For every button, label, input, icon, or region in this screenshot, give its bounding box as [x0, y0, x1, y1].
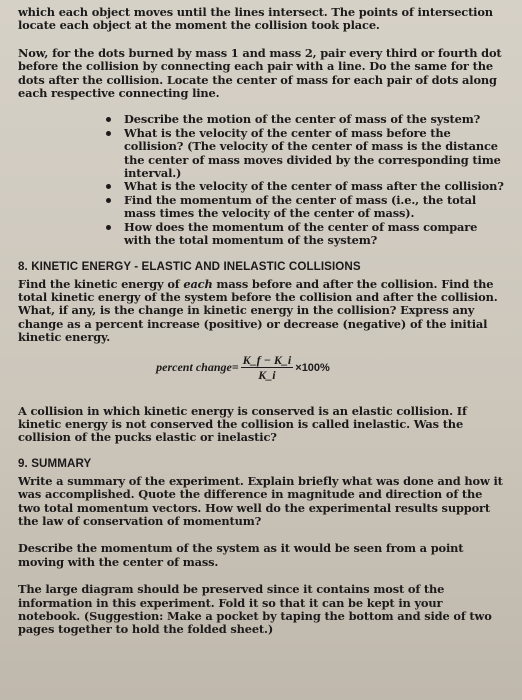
intro-paragraph-2: Now, for the dots burned by mass 1 and mass 2, pair every third or fourth dot before the collision by connecting each pair with a line. Do the same for the dots after the collision. Locate the center of mass for each pair of dots along each respective connecting line.	[18, 45, 502, 101]
list-item: What is the velocity of the center of mass before the collision? (The velocity of the center of mass is the distance the center of mass moves divided by the corresponding time interval.)	[106, 127, 508, 181]
emphasis-each: each	[183, 276, 213, 291]
section-9-heading: 9. SUMMARY	[18, 456, 92, 470]
questions-list	[18, 113, 508, 247]
section-8-paragraph-2: A collision in which kinetic energy is conserved is an elastic collision. If kinetic energy is not conserved the collision is called inelastic. Was the collision of the pucks elastic or inelastic?	[18, 403, 467, 445]
formula-equals: =	[231, 360, 239, 375]
list-item: Describe the motion of the center of mass of the system?	[106, 113, 508, 126]
intro-paragraph-1: which each object moves until the lines intersect. The points of intersection locate each object at the moment the collision took place.	[18, 5, 493, 33]
formula-fraction	[241, 353, 294, 382]
section-9-paragraph-3: The large diagram should be preserved since it contains most of the information in this experiment. Fold it so that it can be kept in your notebook. (Suggestion: Make a pocket by taping the bottom and side of two pages together to hold the folded sheet.)	[18, 582, 492, 637]
section-9-paragraph-1: Write a summary of the experiment. Explain briefly what was done and how it was accomplished. Quote the difference in magnitude and direction of the two total momentum vectors. How well do the experimental results support the law of conservation of momentum?	[18, 473, 503, 528]
formula-label: percent change	[156, 360, 232, 375]
section-8-paragraph-1: Find the kinetic energy of each mass before and after the collision. Find the total kinetic energy of the system before the collision and after the collision. What, if any, is the change in kinetic energy in the collision? Express any change as a percent increase (positive) or decrease (negative) of the initial kinetic energy.	[18, 276, 498, 345]
list-item: How does the momentum of the center of mass compare with the total momentum of the system?	[106, 221, 508, 248]
list-item: Find the momentum of the center of mass (i.e., the total mass times the velocity of the center of mass).	[106, 194, 508, 221]
formula-numerator: K_f − K_i	[242, 353, 292, 368]
formula-times: ×100%	[295, 361, 330, 374]
percent-change-formula	[0, 345, 508, 391]
list-item: What is the velocity of the center of mass after the collision?	[106, 180, 508, 193]
formula-denominator: K_i	[258, 368, 276, 383]
section-8-heading: 8. KINETIC ENERGY - ELASTIC AND INELASTIC COLLISIONS	[18, 259, 361, 273]
section-9-paragraph-2: Describe the momentum of the system as it would be seen from a point moving with the center of mass.	[18, 541, 464, 569]
